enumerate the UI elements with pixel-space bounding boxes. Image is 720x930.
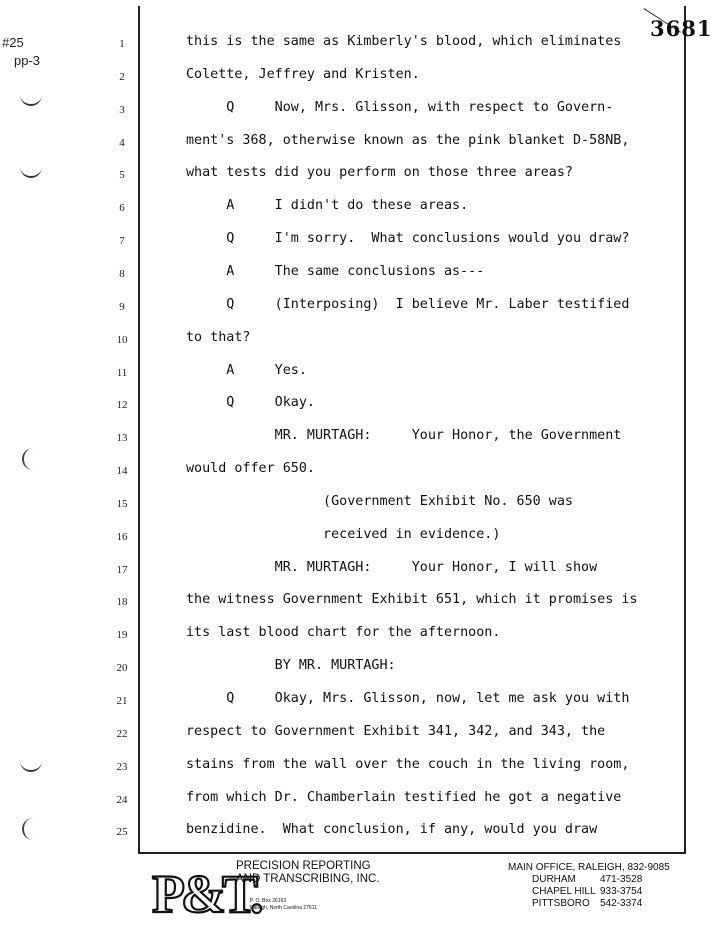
line-number: 9	[119, 300, 125, 313]
transcript-line: A The same conclusions as---	[186, 263, 485, 279]
transcript-line: MR. MURTAGH: Your Honor, I will show	[186, 559, 598, 575]
line-number: 11	[116, 366, 128, 379]
margin-note-exhibit: #25	[2, 35, 24, 50]
punch-hole-mark	[22, 448, 36, 470]
line-number: 24	[116, 793, 128, 806]
transcript-line: benzidine. What conclusion, if any, would you draw	[186, 822, 598, 838]
line-number: 1	[119, 38, 125, 50]
transcript-line: would offer 650.	[186, 461, 315, 477]
line-number: 10	[116, 333, 128, 346]
transcript-line: Colette, Jeffrey and Kristen.	[186, 66, 420, 82]
firm-address-line2: Raleigh, North Carolina 27611	[250, 905, 317, 911]
precision-reporting-logo	[150, 860, 260, 924]
main-office: MAIN OFFICE, RALEIGH, 832-9085	[508, 862, 670, 873]
punch-hole-mark	[20, 758, 42, 772]
office-listing	[508, 862, 670, 910]
transcript-line: its last blood chart for the afternoon.	[186, 625, 501, 641]
transcript-line: A Yes.	[186, 362, 307, 378]
firm-name-line1: PRECISION REPORTING	[236, 860, 371, 872]
line-number: 6	[119, 202, 125, 215]
firm-name-line2: AND TRANSCRIBING, INC.	[236, 873, 380, 885]
line-number: 2	[119, 70, 125, 83]
line-number: 8	[119, 267, 125, 280]
office-city: CHAPEL HILL	[532, 886, 596, 897]
line-number: 12	[116, 399, 128, 412]
line-number: 25	[116, 826, 128, 839]
transcript-line: MR. MURTAGH: Your Honor, the Government	[186, 428, 622, 444]
line-number: 16	[116, 530, 128, 543]
transcript-line: what tests did you perform on those three areas?	[186, 165, 573, 181]
line-number: 18	[116, 596, 128, 609]
office-row	[508, 874, 670, 886]
office-phone: 933-3754	[600, 886, 643, 897]
firm-address-line1: P. O. Box 26163	[250, 898, 287, 904]
line-number: 17	[116, 563, 128, 576]
transcript-line: the witness Government Exhibit 651, which it promises is	[186, 592, 638, 608]
line-number: 7	[119, 235, 125, 248]
office-city: DURHAM	[532, 874, 576, 885]
transcript-line: Q I'm sorry. What conclusions would you draw?	[186, 231, 630, 247]
transcript-line: ment's 368, otherwise known as the pink blanket D-58NB,	[186, 132, 630, 148]
office-phone: 542-3374	[600, 898, 643, 909]
transcript-line: A I didn't do these areas.	[186, 198, 469, 214]
office-phone: 471-3528	[600, 874, 643, 885]
margin-note-pages: pp-3	[14, 53, 41, 68]
transcript-line: Q Okay, Mrs. Glisson, now, let me ask you with	[186, 691, 630, 706]
line-number: 14	[116, 465, 128, 478]
line-number: 19	[116, 629, 128, 642]
transcript-line: (Government Exhibit No. 650 was	[186, 493, 573, 509]
transcript-line: from which Dr. Chamberlain testified he got a negative	[186, 789, 622, 805]
logo-lettering: P&T.	[152, 864, 260, 924]
punch-hole-mark	[20, 92, 42, 106]
line-number: 22	[116, 727, 128, 740]
transcript-line: stains from the wall over the couch in the living room,	[186, 756, 630, 772]
line-number: 13	[116, 432, 128, 445]
line-number: 21	[116, 695, 128, 707]
transcript-line: BY MR. MURTAGH:	[186, 658, 396, 674]
office-row	[508, 886, 670, 898]
line-number: 15	[116, 497, 128, 510]
firm-address	[250, 898, 317, 912]
transcript-line: Q Now, Mrs. Glisson, with respect to Govern-	[186, 99, 614, 115]
firm-name	[236, 860, 380, 886]
transcript-line: Q (Interposing) I believe Mr. Laber testified	[186, 296, 630, 312]
line-number: 23	[116, 760, 128, 773]
punch-hole-mark	[22, 818, 36, 840]
transcript-line: to that?	[186, 329, 251, 345]
line-number: 20	[116, 662, 128, 675]
transcript-line: respect to Government Exhibit 341, 342, and 343, the	[186, 723, 606, 739]
office-city: PITTSBORO	[532, 898, 590, 909]
transcript-line: received in evidence.)	[186, 526, 501, 542]
line-number: 3	[119, 103, 125, 116]
line-number: 5	[119, 169, 125, 182]
punch-hole-mark	[20, 164, 42, 178]
line-number: 4	[119, 136, 125, 149]
office-row	[508, 898, 670, 910]
transcript-line: this is the same as Kimberly's blood, which eliminates	[186, 34, 622, 49]
transcript-line: Q Okay.	[186, 395, 315, 411]
page-number: 3681	[650, 16, 713, 41]
